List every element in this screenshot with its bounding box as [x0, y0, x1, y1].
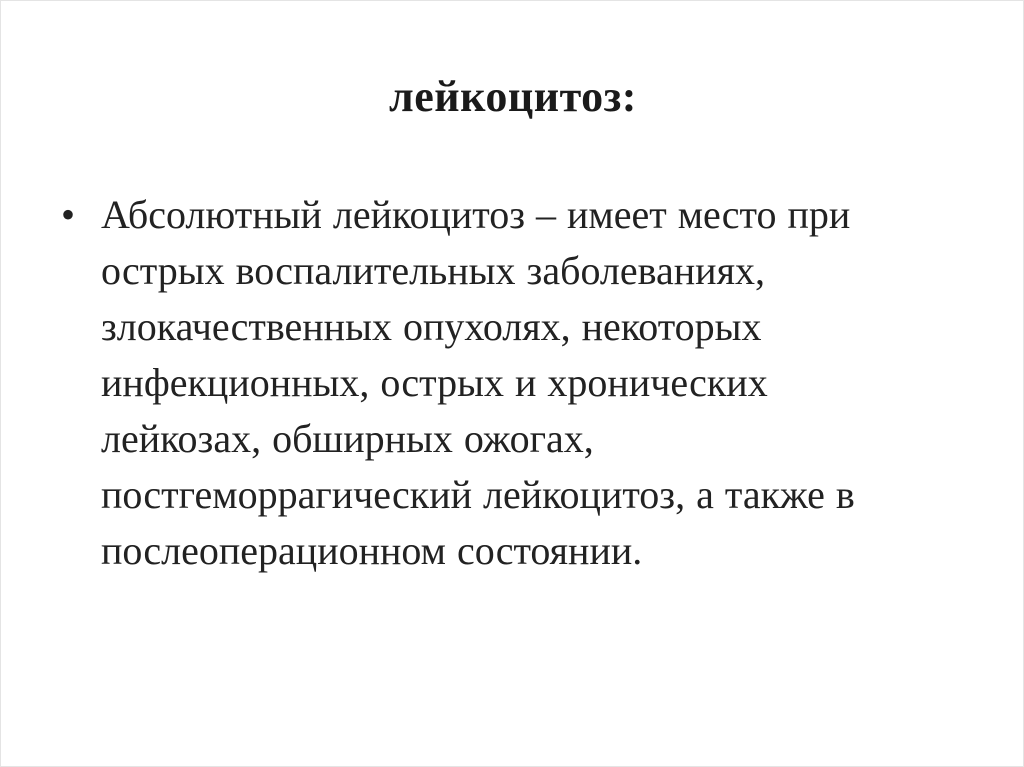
bullet-text-line: лейкозах, обширных ожогах, — [101, 416, 594, 461]
bullet-text-line: Абсолютный лейкоцитоз – имеет место при — [101, 192, 851, 237]
bullet-item — [57, 187, 977, 579]
bullet-text-line: послеоперационном состоянии. — [101, 528, 643, 573]
bullet-text — [101, 187, 977, 579]
bullet-list — [57, 187, 977, 579]
bullet-text-line: острых воспалительных заболеваниях, — [101, 248, 765, 293]
bullet-text-line: постгеморрагический лейкоцитоз, а также в — [101, 472, 855, 517]
slide-title: лейкоцитоз: — [389, 72, 637, 121]
bullet-icon: • — [61, 192, 76, 237]
bullet-text-line: инфекционных, острых и хронических — [101, 360, 768, 405]
bullet-text-line: злокачественных опухолях, некоторых — [101, 304, 762, 349]
